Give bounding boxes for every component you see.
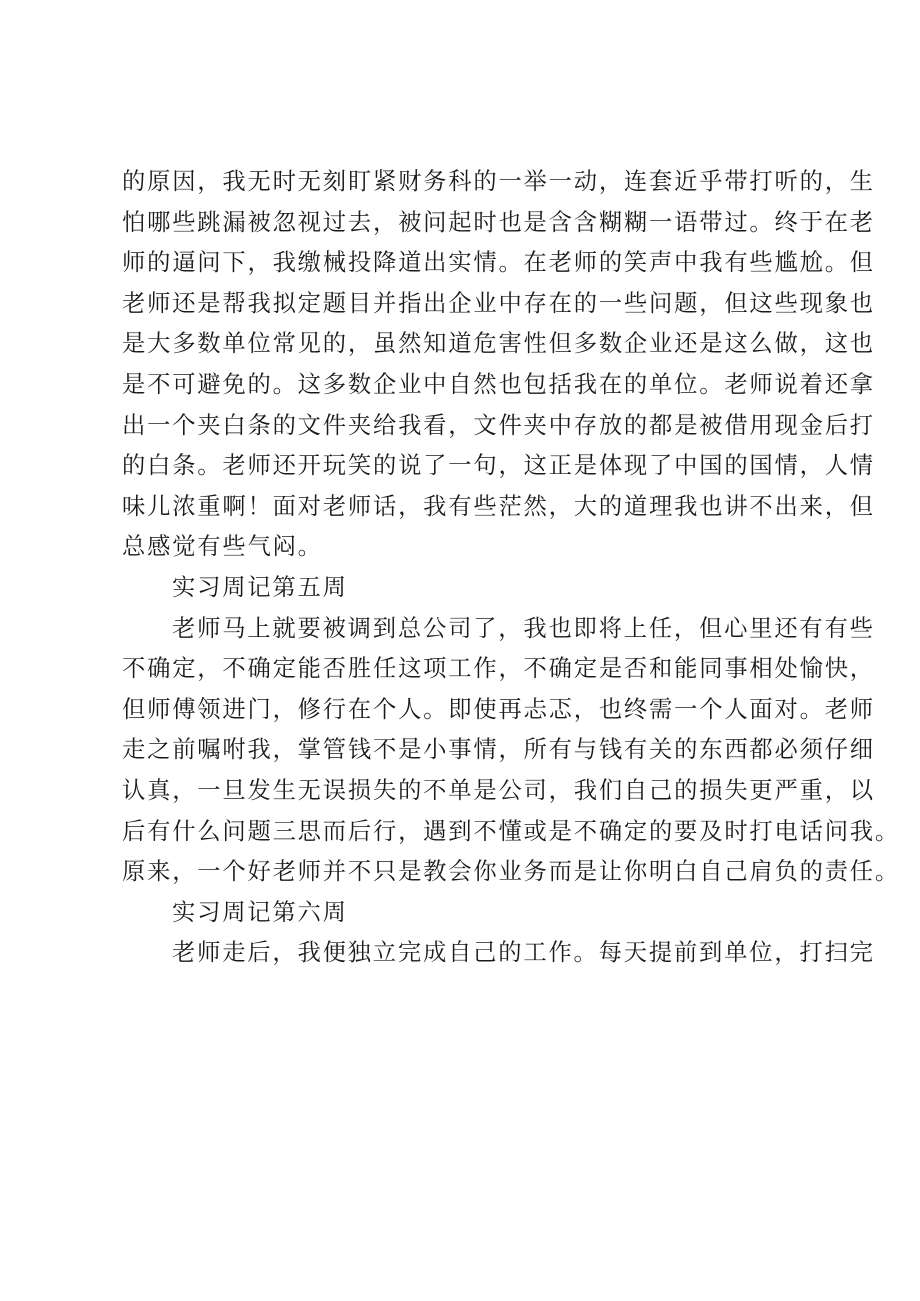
text-line: 老师还是帮我拟定题目并指出企业中存在的一些问题，但这些现象也 [122, 289, 875, 317]
text-line: 不确定，不确定能否胜任这项工作，不确定是否和能同事相处愉快， [122, 655, 875, 683]
text-line: 走之前嘱咐我，掌管钱不是小事情，所有与钱有关的东西都必须仔细 [122, 736, 875, 764]
text-line: 是大多数单位常见的，虽然知道危害性但多数企业还是这么做，这也 [122, 330, 875, 358]
text-line: 原来，一个好老师并不只是教会你业务而是让你明白自己肩负的责任。 [122, 858, 901, 886]
text-line: 出一个夹白条的文件夹给我看，文件夹中存放的都是被借用现金后打 [122, 411, 875, 439]
section-heading-week-5: 实习周记第五周 [172, 573, 348, 601]
text-line: 后有什么问题三思而后行，遇到不懂或是不确定的要及时打电话问我。 [122, 817, 901, 845]
text-line: 的白条。老师还开玩笑的说了一句，这正是体现了中国的国情，人情 [122, 452, 875, 480]
text-line: 味儿浓重啊！面对老师话，我有些茫然，大的道理我也讲不出来，但 [122, 492, 875, 520]
paragraph-first-line: 老师走后，我便独立完成自己的工作。每天提前到单位，打扫完 [172, 939, 875, 967]
text-line: 总感觉有些气闷。 [122, 533, 323, 561]
text-line: 但师傅领进门，修行在个人。即使再忐忑，也终需一个人面对。老师 [122, 695, 875, 723]
text-line: 的原因，我无时无刻盯紧财务科的一举一动，连套近乎带打听的，生 [122, 168, 875, 195]
paragraph-first-line: 老师马上就要被调到总公司了，我也即将上任，但心里还有有些 [172, 614, 875, 642]
text-line: 认真，一旦发生无误损失的不单是公司，我们自己的损失更严重，以 [122, 776, 875, 804]
text-line: 怕哪些跳漏被忽视过去，被问起时也是含含糊糊一语带过。终于在老 [122, 208, 875, 236]
section-heading-week-6: 实习周记第六周 [172, 898, 348, 926]
body-text [122, 162, 901, 974]
text-line: 师的逼问下，我缴械投降道出实情。在老师的笑声中我有些尴尬。但 [122, 249, 875, 277]
text-line: 是不可避免的。这多数企业中自然也包括我在的单位。老师说着还拿 [122, 370, 875, 398]
